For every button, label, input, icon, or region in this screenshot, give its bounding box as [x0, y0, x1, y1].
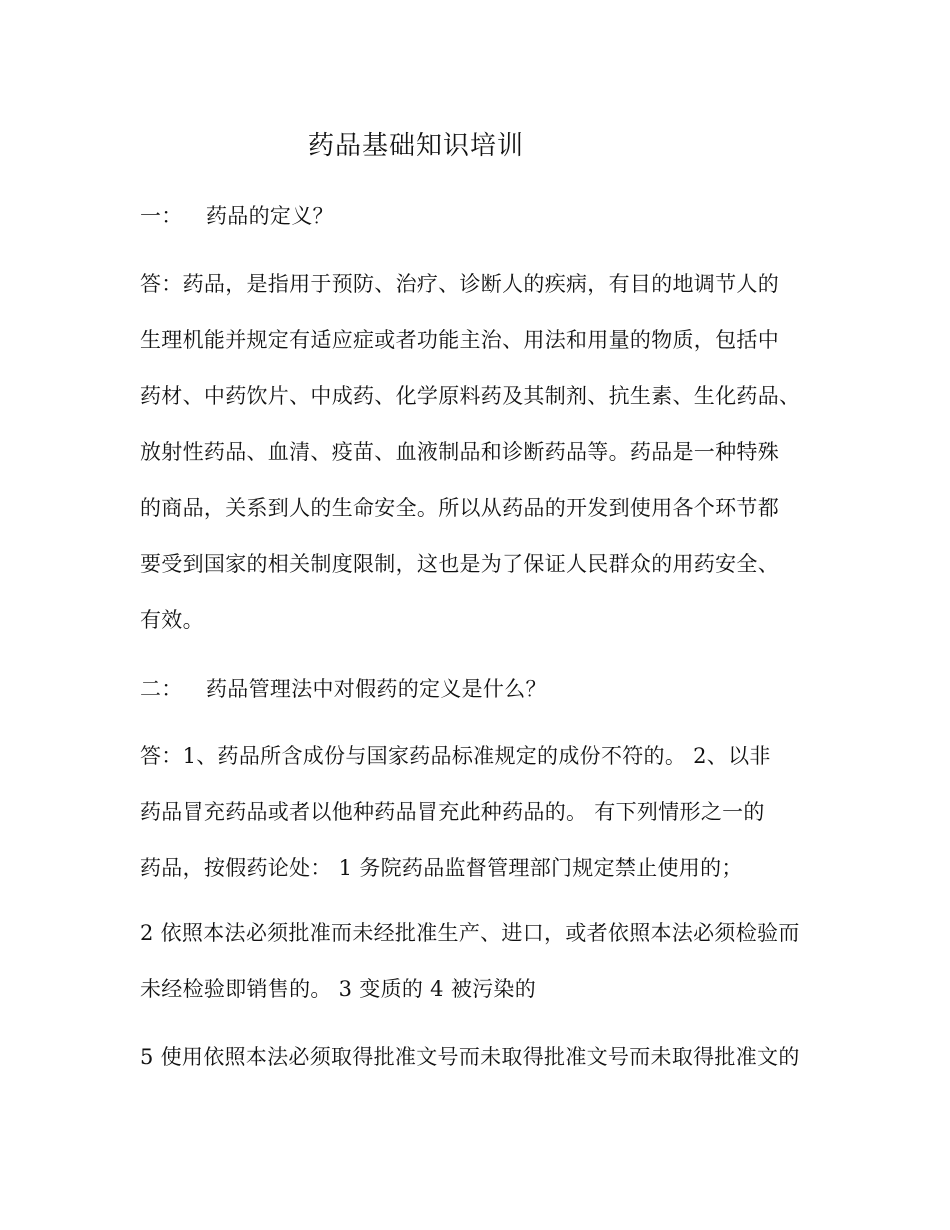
question-2	[140, 673, 547, 703]
answer-1-line: 有效。	[140, 608, 204, 632]
question-1-number: 一：	[140, 204, 183, 228]
answer-2-line: 2 依照本法必须批准而未经批准生产、进口，或者依照本法必须检验而	[140, 921, 800, 945]
answer-2-line: 5 使用依照本法必须取得批准文号而未取得批准文号而未取得批准文的	[140, 1045, 800, 1069]
question-2-number: 二：	[140, 677, 183, 701]
answer-1-line: 放射性药品、血清、疫苗、血液制品和诊断药品等。药品是一种特殊	[140, 440, 779, 464]
answer-2-line: 未经检验即销售的。 3 变质的 4 被污染的	[140, 977, 537, 1001]
answer-2-line: 药品冒充药品或者以他种药品冒充此种药品的。 有下列情形之一的	[140, 800, 765, 824]
answer-2-line: 答：1、药品所含成份与国家药品标准规定的成份不符的。 2、以非	[140, 744, 771, 768]
answer-2-line: 药品，按假药论处： 1 务院药品监督管理部门规定禁止使用的；	[140, 856, 743, 880]
answer-1-line: 答：药品，是指用于预防、治疗、诊断人的疾病，有目的地调节人的	[140, 272, 779, 296]
answer-1-line: 药材、中药饮片、中成药、化学原料药及其制剂、抗生素、生化药品、	[140, 384, 801, 408]
question-2-text: 药品管理法中对假药的定义是什么？	[206, 677, 547, 701]
answer-1-line: 的商品，关系到人的生命安全。所以从药品的开发到使用各个环节都	[140, 496, 779, 520]
answer-1-line: 要受到国家的相关制度限制，这也是为了保证人民群众的用药安全、	[140, 552, 779, 576]
document-title: 药品基础知识培训	[308, 131, 525, 161]
question-1	[140, 200, 334, 230]
answer-1-line: 生理机能并规定有适应症或者功能主治、用法和用量的物质，包括中	[140, 328, 779, 352]
question-1-text: 药品的定义？	[206, 204, 334, 228]
